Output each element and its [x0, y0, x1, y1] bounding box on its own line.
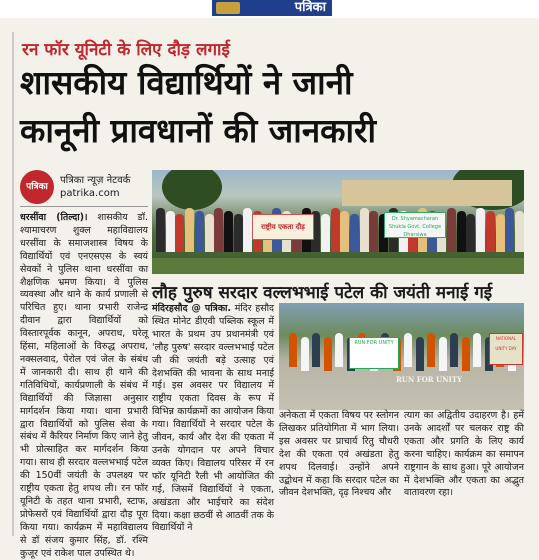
person-figure — [214, 208, 223, 252]
byline-network: पत्रिका न्यूज़ नेटवर्क — [60, 175, 131, 186]
byline-site: patrika.com — [60, 188, 120, 199]
chalk-drawing: RUN FOR UNITY — [395, 375, 463, 384]
person-figure — [185, 208, 194, 252]
person-figure — [466, 214, 475, 252]
headline-line-2: कानूनी प्रावधानों की जानकारी — [20, 111, 377, 150]
person-figure — [496, 214, 505, 252]
student-figure — [312, 333, 320, 367]
person-figure — [476, 208, 485, 252]
student-figure — [301, 337, 309, 371]
person-figure — [205, 214, 214, 252]
kicker: रन फॉर यूनिटी के लिए दौड़ लगाई — [22, 40, 230, 60]
person-figure — [331, 208, 340, 252]
person-figure — [515, 211, 524, 252]
story1-dateline: धरसींवा (तिल्दा)। — [20, 212, 88, 223]
ground — [152, 258, 524, 274]
student-figure — [450, 333, 458, 367]
byline — [20, 168, 148, 208]
student-figure — [427, 333, 435, 367]
masthead — [0, 0, 539, 18]
person-figure — [224, 211, 233, 252]
logo-text: पत्रिका — [294, 0, 326, 15]
story2-text-a: मंदिर हसौद स्थित मोनेट डीएवी पब्लिक स्कूल में भारत के प्रथम उप प्रधानमंत्री एवं 'लौह पुरुष' सरदार वल्लभभाई पटेल जी की जयंती बड़े उत्साह एवं देशभक्ति की भावना के साथ मनाई गई। इस अवसर पर विद्यालय में राष्ट्रीय एकता दिवस के रूप में विभिन्न कार्यक्रमों का आयोजन किया गया। विद्यार्थियों ने सरदार पटेल के जीवन, कार्य और देश की एकता में उनके योगदान पर अपने विचार व्यक्त किए। विद्यालय परिसर में रन फॉर यूनिटी रैली भी आयोजित की गई, जिसमें विद्यार्थियों ने एकता, अखंडता और भाईचारे का संदेश दिया। कक्षा छठवीं से आठवीं तक के विद्यार्थियों ने — [152, 303, 274, 534]
left-divider — [12, 32, 14, 536]
rally-photo — [279, 303, 524, 410]
person-figure — [156, 208, 165, 252]
student-figure — [404, 333, 412, 367]
crowd — [152, 202, 524, 262]
person-figure — [457, 211, 466, 252]
student-figure — [335, 333, 343, 367]
newspaper-logo — [212, 0, 332, 16]
person-figure — [321, 214, 330, 252]
student-figure — [416, 337, 424, 371]
person-figure — [166, 211, 175, 252]
person-figure — [175, 214, 184, 252]
rally-banner: RUN FOR UNITY — [349, 337, 399, 369]
student-figure — [473, 333, 481, 367]
person-figure — [195, 211, 204, 252]
photo-banner-right: Dr. Shyamacharan Shukla Govt. College Dharsiwa — [384, 212, 446, 238]
student-figure — [324, 337, 332, 371]
story1-text: शासकीय डॉ. श्यामाचरण शुक्ल महाविद्यालय धरसींवा के समाजशास्त्र विषय के विद्यार्थियों एवं एनएसएस के स्वयं सेवकों ने पुलिस थाना धरसींवा का शैक्षणिक भ्रमण किया। वे पुलिस व्यवस्था और थाने के कार्य प्रणाली से परिचित हुए। थाना प्रभारी राजेन्द्र दीवान द्वारा विद्यार्थियों को विस्तारपूर्वक कानून, अपराध, घरेलू हिंसा, महिलाओं के विरुद्ध अपराध, नक्सलवाद, पेरोल एवं जेल के संबंध में जानकारी दी। साथ ही थाने की गतिविधियों, कार्यप्रणाली के संबंध में विद्यार्थियों की जिज्ञासा अनुसार मार्गदर्शन किया गया। थाना प्रभारी द्वारा विद्यार्थियों को पुलिस सेवा के संबंध में कैरियर निर्माण किए जाने हेतु भी प्रोत्साहित कर मार्गदर्शन किया गया। साथ ही सरदार वल्लभभाई पटेल की 150वीं जयंती के उपलक्ष्य पर राष्ट्रीय एकता हेतु शपथ ली। रन फॉर यूनिटी के तहत थाना प्रभारी, स्टाफ, प्रोफेसरों एवं विद्यार्थियों द्वारा दौड़ पूरा किया गया। कार्यक्रम में महाविद्यालय से डॉ संजय कुमार सिंह, डॉ. रश्मि कुजूर एवं राकेश पाल उपस्थित थे। — [20, 212, 148, 559]
person-figure — [350, 214, 359, 252]
person-figure — [340, 211, 349, 252]
group-photo — [152, 170, 524, 274]
emblem-icon — [216, 2, 240, 14]
student-figure — [439, 337, 447, 371]
photo-banner-left: राष्ट्रीय एकता दौड़ — [252, 214, 314, 240]
patrika-badge-icon: पत्रिका — [20, 170, 54, 204]
story2-dateline: मंदिरहसौद @ पत्रिका. — [152, 303, 232, 314]
person-figure — [234, 214, 243, 252]
story1-body — [20, 212, 148, 560]
story2-subhead: लौह पुरुष सरदार वल्लभभाई पटेल की जयंती मनाई गई — [152, 283, 493, 303]
person-figure — [486, 211, 495, 252]
unity-day-sign: NATIONAL UNITY DAY — [489, 333, 523, 365]
student-figure — [462, 337, 470, 371]
story2-col-a — [152, 303, 274, 535]
person-figure — [447, 208, 456, 252]
person-figure — [369, 211, 378, 252]
story2-col-b: अनेकता में एकता विषय पर स्लोगन लिखकर प्रतियोगिता में भाग लिया। इस अवसर पर प्राचार्य रितु चौधरी देश की एकता एवं अखंडता हेतु शपथ दिलवाई। उन्होंने अपने उद्बोधन में कहा कि सरदार पटेल का जीवन देशभक्ति, दृढ़ निश्चय और — [279, 410, 399, 499]
person-figure — [243, 208, 252, 252]
story2-col-c: त्याग का अद्वितीय उदाहरण है। हमें उनके आदर्शों पर चलकर राष्ट्र की एकता और प्रगति के लिए कार्य करना चाहिए। कार्यक्रम का समापन राष्ट्रगान के साथ हुआ। पूरे आयोजन में देशभक्ति और एकता का अद्भुत वातावरण रहा। — [404, 410, 524, 499]
person-figure — [505, 208, 514, 252]
headline-line-1: शासकीय विद्यार्थियों ने जानी — [20, 63, 353, 102]
student-figure — [289, 333, 297, 367]
person-figure — [360, 208, 369, 252]
byline-separator — [20, 206, 148, 207]
